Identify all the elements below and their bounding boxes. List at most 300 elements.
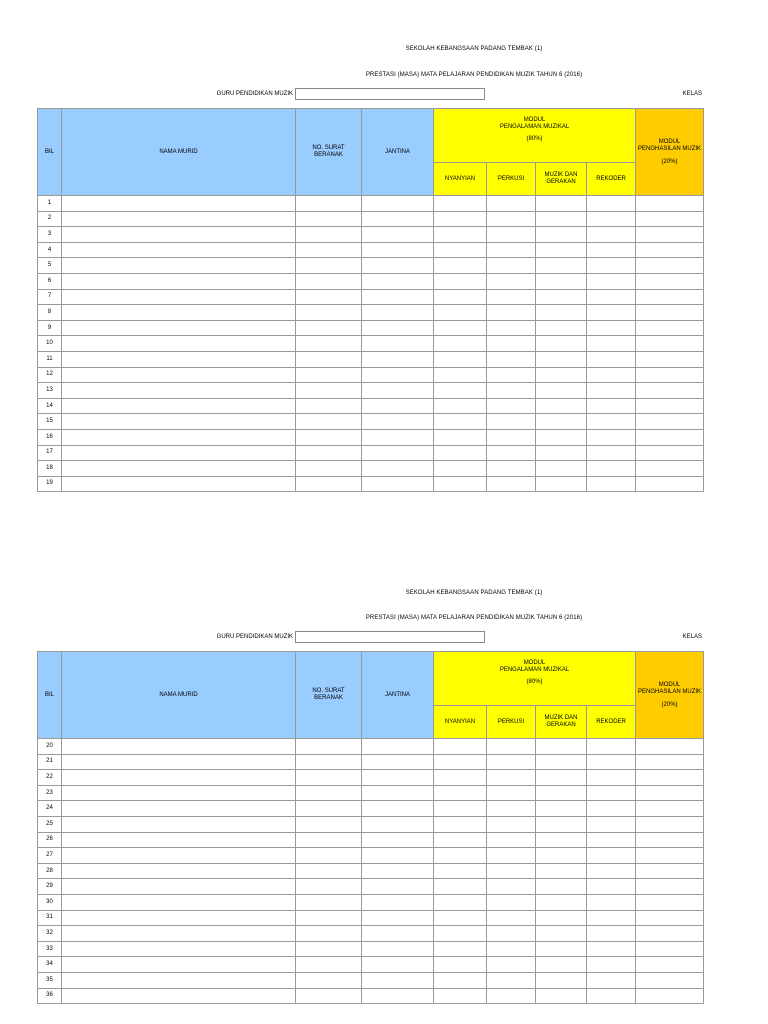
- surat-cell[interactable]: [296, 258, 362, 274]
- perkusi-cell[interactable]: [487, 414, 536, 430]
- nyanyian-cell[interactable]: [434, 754, 487, 770]
- jantina-cell[interactable]: [362, 739, 434, 755]
- surat-cell[interactable]: [296, 879, 362, 895]
- perkusi-cell[interactable]: [487, 383, 536, 399]
- nyanyian-cell[interactable]: [434, 289, 487, 305]
- gerakan-cell[interactable]: [536, 351, 587, 367]
- surat-cell[interactable]: [296, 351, 362, 367]
- surat-cell[interactable]: [296, 305, 362, 321]
- penghasilan-cell[interactable]: [636, 785, 704, 801]
- rekoder-cell[interactable]: [587, 848, 636, 864]
- nama-cell[interactable]: [62, 832, 296, 848]
- perkusi-cell[interactable]: [487, 785, 536, 801]
- perkusi-cell[interactable]: [487, 894, 536, 910]
- rekoder-cell[interactable]: [587, 320, 636, 336]
- penghasilan-cell[interactable]: [636, 461, 704, 477]
- penghasilan-cell[interactable]: [636, 351, 704, 367]
- perkusi-cell[interactable]: [487, 816, 536, 832]
- nyanyian-cell[interactable]: [434, 785, 487, 801]
- gerakan-cell[interactable]: [536, 242, 587, 258]
- penghasilan-cell[interactable]: [636, 816, 704, 832]
- nyanyian-cell[interactable]: [434, 227, 487, 243]
- penghasilan-cell[interactable]: [636, 957, 704, 973]
- gerakan-cell[interactable]: [536, 383, 587, 399]
- nama-cell[interactable]: [62, 848, 296, 864]
- nyanyian-cell[interactable]: [434, 941, 487, 957]
- nyanyian-cell[interactable]: [434, 242, 487, 258]
- bil-cell: 19: [38, 476, 62, 492]
- nama-cell[interactable]: [62, 289, 296, 305]
- surat-cell[interactable]: [296, 941, 362, 957]
- gerakan-cell[interactable]: [536, 305, 587, 321]
- table-row: [38, 785, 704, 801]
- jantina-cell[interactable]: [362, 863, 434, 879]
- gerakan-cell[interactable]: [536, 461, 587, 477]
- rekoder-cell[interactable]: [587, 972, 636, 988]
- gerakan-cell[interactable]: [536, 785, 587, 801]
- penghasilan-cell[interactable]: [636, 383, 704, 399]
- nama-cell[interactable]: [62, 211, 296, 227]
- jantina-cell[interactable]: [362, 926, 434, 942]
- nama-cell[interactable]: [62, 196, 296, 212]
- rekoder-cell[interactable]: [587, 258, 636, 274]
- nyanyian-cell[interactable]: [434, 863, 487, 879]
- perkusi-cell[interactable]: [487, 445, 536, 461]
- penghasilan-cell[interactable]: [636, 336, 704, 352]
- perkusi-cell[interactable]: [487, 305, 536, 321]
- rekoder-cell[interactable]: [587, 351, 636, 367]
- penghasilan-cell[interactable]: [636, 445, 704, 461]
- nama-cell[interactable]: [62, 801, 296, 817]
- perkusi-cell[interactable]: [487, 336, 536, 352]
- penghasilan-cell[interactable]: [636, 988, 704, 1004]
- rekoder-cell[interactable]: [587, 754, 636, 770]
- jantina-cell[interactable]: [362, 476, 434, 492]
- surat-cell[interactable]: [296, 785, 362, 801]
- gerakan-cell[interactable]: [536, 957, 587, 973]
- jantina-cell[interactable]: [362, 910, 434, 926]
- nyanyian-cell[interactable]: [434, 351, 487, 367]
- rekoder-cell[interactable]: [587, 398, 636, 414]
- gerakan-cell[interactable]: [536, 429, 587, 445]
- rekoder-cell[interactable]: [587, 429, 636, 445]
- surat-cell[interactable]: [296, 801, 362, 817]
- nama-cell[interactable]: [62, 336, 296, 352]
- nyanyian-cell[interactable]: [434, 461, 487, 477]
- rekoder-cell[interactable]: [587, 785, 636, 801]
- nama-cell[interactable]: [62, 227, 296, 243]
- gerakan-cell[interactable]: [536, 739, 587, 755]
- surat-cell[interactable]: [296, 754, 362, 770]
- gerakan-cell[interactable]: [536, 770, 587, 786]
- gerakan-cell[interactable]: [536, 863, 587, 879]
- jantina-cell[interactable]: [362, 770, 434, 786]
- rekoder-cell[interactable]: [587, 801, 636, 817]
- nama-cell[interactable]: [62, 957, 296, 973]
- rekoder-cell[interactable]: [587, 941, 636, 957]
- nyanyian-cell[interactable]: [434, 336, 487, 352]
- penghasilan-cell[interactable]: [636, 289, 704, 305]
- rekoder-cell[interactable]: [587, 770, 636, 786]
- perkusi-cell[interactable]: [487, 941, 536, 957]
- perkusi-cell[interactable]: [487, 801, 536, 817]
- surat-cell[interactable]: [296, 816, 362, 832]
- nyanyian-cell[interactable]: [434, 770, 487, 786]
- nama-cell[interactable]: [62, 476, 296, 492]
- nyanyian-cell[interactable]: [434, 320, 487, 336]
- nyanyian-cell[interactable]: [434, 429, 487, 445]
- jantina-cell[interactable]: [362, 848, 434, 864]
- jantina-cell[interactable]: [362, 196, 434, 212]
- surat-cell[interactable]: [296, 367, 362, 383]
- penghasilan-cell[interactable]: [636, 320, 704, 336]
- nyanyian-cell[interactable]: [434, 894, 487, 910]
- penghasilan-cell[interactable]: [636, 305, 704, 321]
- teacher-label: GURU PENDIDIKAN MUZIK: [216, 91, 293, 97]
- rekoder-cell[interactable]: [587, 211, 636, 227]
- jantina-cell[interactable]: [362, 785, 434, 801]
- nama-cell[interactable]: [62, 879, 296, 895]
- perkusi-cell[interactable]: [487, 863, 536, 879]
- gerakan-cell[interactable]: [536, 289, 587, 305]
- rekoder-cell[interactable]: [587, 336, 636, 352]
- surat-cell[interactable]: [296, 242, 362, 258]
- gerakan-cell[interactable]: [536, 941, 587, 957]
- bil-cell: 18: [38, 461, 62, 477]
- nyanyian-cell[interactable]: [434, 910, 487, 926]
- rekoder-cell[interactable]: [587, 445, 636, 461]
- rekoder-cell[interactable]: [587, 816, 636, 832]
- gerakan-cell[interactable]: [536, 196, 587, 212]
- nama-cell[interactable]: [62, 941, 296, 957]
- surat-cell[interactable]: [296, 429, 362, 445]
- surat-cell[interactable]: [296, 894, 362, 910]
- teacher-input[interactable]: [295, 88, 485, 100]
- surat-cell[interactable]: [296, 848, 362, 864]
- nama-cell[interactable]: [62, 988, 296, 1004]
- penghasilan-cell[interactable]: [636, 227, 704, 243]
- penghasilan-cell[interactable]: [636, 754, 704, 770]
- nyanyian-cell[interactable]: [434, 988, 487, 1004]
- gerakan-cell[interactable]: [536, 211, 587, 227]
- nama-cell[interactable]: [62, 816, 296, 832]
- penghasilan-cell[interactable]: [636, 242, 704, 258]
- surat-cell[interactable]: [296, 910, 362, 926]
- surat-cell[interactable]: [296, 972, 362, 988]
- gerakan-cell[interactable]: [536, 816, 587, 832]
- surat-cell[interactable]: [296, 445, 362, 461]
- nama-cell[interactable]: [62, 926, 296, 942]
- jantina-cell[interactable]: [362, 367, 434, 383]
- penghasilan-cell[interactable]: [636, 414, 704, 430]
- nyanyian-cell[interactable]: [434, 879, 487, 895]
- rekoder-cell[interactable]: [587, 926, 636, 942]
- gerakan-cell[interactable]: [536, 445, 587, 461]
- nyanyian-cell[interactable]: [434, 211, 487, 227]
- nama-cell[interactable]: [62, 894, 296, 910]
- surat-cell[interactable]: [296, 336, 362, 352]
- nyanyian-cell[interactable]: [434, 832, 487, 848]
- nyanyian-cell[interactable]: [434, 305, 487, 321]
- rekoder-cell[interactable]: [587, 476, 636, 492]
- perkusi-cell[interactable]: [487, 273, 536, 289]
- rekoder-cell[interactable]: [587, 383, 636, 399]
- jantina-cell[interactable]: [362, 754, 434, 770]
- nyanyian-cell[interactable]: [434, 972, 487, 988]
- rekoder-cell[interactable]: [587, 832, 636, 848]
- perkusi-cell[interactable]: [487, 832, 536, 848]
- penghasilan-cell[interactable]: [636, 972, 704, 988]
- perkusi-cell[interactable]: [487, 910, 536, 926]
- nyanyian-cell[interactable]: [434, 926, 487, 942]
- jantina-cell[interactable]: [362, 957, 434, 973]
- surat-cell[interactable]: [296, 461, 362, 477]
- surat-cell[interactable]: [296, 832, 362, 848]
- penghasilan-cell[interactable]: [636, 770, 704, 786]
- surat-cell[interactable]: [296, 227, 362, 243]
- nyanyian-cell[interactable]: [434, 414, 487, 430]
- penghasilan-cell[interactable]: [636, 801, 704, 817]
- jantina-cell[interactable]: [362, 289, 434, 305]
- perkusi-cell[interactable]: [487, 320, 536, 336]
- nama-cell[interactable]: [62, 910, 296, 926]
- surat-cell[interactable]: [296, 770, 362, 786]
- perkusi-cell[interactable]: [487, 351, 536, 367]
- rekoder-cell[interactable]: [587, 242, 636, 258]
- nama-cell[interactable]: [62, 305, 296, 321]
- jantina-cell[interactable]: [362, 941, 434, 957]
- gerakan-cell[interactable]: [536, 972, 587, 988]
- nama-cell[interactable]: [62, 461, 296, 477]
- jantina-cell[interactable]: [362, 336, 434, 352]
- jantina-cell[interactable]: [362, 242, 434, 258]
- jantina-cell[interactable]: [362, 816, 434, 832]
- jantina-cell[interactable]: [362, 398, 434, 414]
- surat-cell[interactable]: [296, 398, 362, 414]
- nama-cell[interactable]: [62, 972, 296, 988]
- jantina-cell[interactable]: [362, 988, 434, 1004]
- gerakan-cell[interactable]: [536, 926, 587, 942]
- surat-cell[interactable]: [296, 863, 362, 879]
- jantina-cell[interactable]: [362, 429, 434, 445]
- jantina-cell[interactable]: [362, 461, 434, 477]
- nama-cell[interactable]: [62, 258, 296, 274]
- perkusi-cell[interactable]: [487, 879, 536, 895]
- penghasilan-cell[interactable]: [636, 273, 704, 289]
- surat-cell[interactable]: [296, 414, 362, 430]
- perkusi-cell[interactable]: [487, 739, 536, 755]
- rekoder-cell[interactable]: [587, 957, 636, 973]
- perkusi-cell[interactable]: [487, 227, 536, 243]
- gerakan-cell[interactable]: [536, 848, 587, 864]
- surat-cell[interactable]: [296, 289, 362, 305]
- nyanyian-cell[interactable]: [434, 383, 487, 399]
- jantina-cell[interactable]: [362, 383, 434, 399]
- rekoder-cell[interactable]: [587, 289, 636, 305]
- table-row: [38, 848, 704, 864]
- nyanyian-cell[interactable]: [434, 258, 487, 274]
- nama-cell[interactable]: [62, 398, 296, 414]
- perkusi-cell[interactable]: [487, 770, 536, 786]
- gerakan-cell[interactable]: [536, 258, 587, 274]
- gerakan-cell[interactable]: [536, 801, 587, 817]
- rekoder-cell[interactable]: [587, 863, 636, 879]
- rekoder-cell[interactable]: [587, 461, 636, 477]
- gerakan-cell[interactable]: [536, 273, 587, 289]
- perkusi-cell[interactable]: [487, 848, 536, 864]
- nama-cell[interactable]: [62, 383, 296, 399]
- perkusi-cell[interactable]: [487, 476, 536, 492]
- nyanyian-cell[interactable]: [434, 801, 487, 817]
- gerakan-cell[interactable]: [536, 754, 587, 770]
- nama-cell[interactable]: [62, 739, 296, 755]
- perkusi-cell[interactable]: [487, 258, 536, 274]
- penghasilan-cell[interactable]: [636, 848, 704, 864]
- perkusi-cell[interactable]: [487, 398, 536, 414]
- jantina-cell[interactable]: [362, 227, 434, 243]
- modul2-line1: MODUL: [658, 681, 681, 688]
- table-row: [38, 476, 704, 492]
- rekoder-cell[interactable]: [587, 414, 636, 430]
- nama-cell[interactable]: [62, 351, 296, 367]
- gerakan-cell[interactable]: [536, 414, 587, 430]
- nyanyian-cell[interactable]: [434, 367, 487, 383]
- rekoder-cell[interactable]: [587, 894, 636, 910]
- perkusi-cell[interactable]: [487, 957, 536, 973]
- penghasilan-cell[interactable]: [636, 863, 704, 879]
- nyanyian-cell[interactable]: [434, 273, 487, 289]
- nama-cell[interactable]: [62, 429, 296, 445]
- jantina-cell[interactable]: [362, 211, 434, 227]
- penghasilan-cell[interactable]: [636, 476, 704, 492]
- jantina-cell[interactable]: [362, 879, 434, 895]
- nyanyian-cell[interactable]: [434, 196, 487, 212]
- perkusi-cell[interactable]: [487, 289, 536, 305]
- perkusi-cell[interactable]: [487, 242, 536, 258]
- gerakan-cell[interactable]: [536, 832, 587, 848]
- gerakan-cell[interactable]: [536, 320, 587, 336]
- rekoder-cell[interactable]: [587, 879, 636, 895]
- penghasilan-cell[interactable]: [636, 739, 704, 755]
- nyanyian-cell[interactable]: [434, 816, 487, 832]
- penghasilan-cell[interactable]: [636, 926, 704, 942]
- jantina-cell[interactable]: [362, 273, 434, 289]
- jantina-cell[interactable]: [362, 972, 434, 988]
- rekoder-cell[interactable]: [587, 739, 636, 755]
- surat-cell[interactable]: [296, 196, 362, 212]
- surat-cell[interactable]: [296, 383, 362, 399]
- jantina-cell[interactable]: [362, 801, 434, 817]
- jantina-cell[interactable]: [362, 894, 434, 910]
- nama-cell[interactable]: [62, 320, 296, 336]
- gerakan-cell[interactable]: [536, 988, 587, 1004]
- perkusi-cell[interactable]: [487, 461, 536, 477]
- surat-cell[interactable]: [296, 957, 362, 973]
- perkusi-cell[interactable]: [487, 972, 536, 988]
- nyanyian-cell[interactable]: [434, 398, 487, 414]
- gerakan-cell[interactable]: [536, 367, 587, 383]
- nyanyian-cell[interactable]: [434, 848, 487, 864]
- perkusi-cell[interactable]: [487, 926, 536, 942]
- nama-cell[interactable]: [62, 445, 296, 461]
- jantina-cell[interactable]: [362, 414, 434, 430]
- col-no-surat-beranak: [296, 652, 362, 739]
- bil-cell: 4: [38, 242, 62, 258]
- penghasilan-cell[interactable]: [636, 941, 704, 957]
- jantina-cell[interactable]: [362, 320, 434, 336]
- surat-cell[interactable]: [296, 739, 362, 755]
- gerakan-cell[interactable]: [536, 879, 587, 895]
- penghasilan-cell[interactable]: [636, 429, 704, 445]
- nyanyian-cell[interactable]: [434, 476, 487, 492]
- surat-cell[interactable]: [296, 211, 362, 227]
- gerakan-cell[interactable]: [536, 398, 587, 414]
- surat-cell[interactable]: [296, 476, 362, 492]
- nyanyian-cell[interactable]: [434, 739, 487, 755]
- rekoder-cell[interactable]: [587, 227, 636, 243]
- nyanyian-cell[interactable]: [434, 445, 487, 461]
- jantina-cell[interactable]: [362, 445, 434, 461]
- jantina-cell[interactable]: [362, 258, 434, 274]
- rekoder-cell[interactable]: [587, 305, 636, 321]
- penghasilan-cell[interactable]: [636, 196, 704, 212]
- penghasilan-cell[interactable]: [636, 367, 704, 383]
- jantina-cell[interactable]: [362, 305, 434, 321]
- jantina-cell[interactable]: [362, 351, 434, 367]
- penghasilan-cell[interactable]: [636, 211, 704, 227]
- nyanyian-cell[interactable]: [434, 957, 487, 973]
- nama-cell[interactable]: [62, 785, 296, 801]
- perkusi-cell[interactable]: [487, 754, 536, 770]
- nama-cell[interactable]: [62, 754, 296, 770]
- nama-cell[interactable]: [62, 242, 296, 258]
- perkusi-cell[interactable]: [487, 196, 536, 212]
- penghasilan-cell[interactable]: [636, 258, 704, 274]
- teacher-input[interactable]: [295, 631, 485, 643]
- perkusi-cell[interactable]: [487, 367, 536, 383]
- penghasilan-cell[interactable]: [636, 832, 704, 848]
- nama-cell[interactable]: [62, 770, 296, 786]
- rekoder-cell[interactable]: [587, 988, 636, 1004]
- gerakan-cell[interactable]: [536, 227, 587, 243]
- penghasilan-cell[interactable]: [636, 894, 704, 910]
- surat-cell[interactable]: [296, 273, 362, 289]
- perkusi-cell[interactable]: [487, 429, 536, 445]
- perkusi-cell[interactable]: [487, 211, 536, 227]
- penghasilan-cell[interactable]: [636, 398, 704, 414]
- surat-cell[interactable]: [296, 320, 362, 336]
- gerakan-cell[interactable]: [536, 476, 587, 492]
- nama-cell[interactable]: [62, 414, 296, 430]
- surat-cell[interactable]: [296, 926, 362, 942]
- gerakan-cell[interactable]: [536, 894, 587, 910]
- jantina-cell[interactable]: [362, 832, 434, 848]
- nama-cell[interactable]: [62, 863, 296, 879]
- surat-cell[interactable]: [296, 988, 362, 1004]
- perkusi-cell[interactable]: [487, 988, 536, 1004]
- rekoder-cell[interactable]: [587, 196, 636, 212]
- rekoder-cell[interactable]: [587, 910, 636, 926]
- penghasilan-cell[interactable]: [636, 879, 704, 895]
- nama-cell[interactable]: [62, 367, 296, 383]
- rekoder-cell[interactable]: [587, 367, 636, 383]
- penghasilan-cell[interactable]: [636, 910, 704, 926]
- gerakan-cell[interactable]: [536, 336, 587, 352]
- modul2-line2: PENGHASILAN MUZIK: [638, 688, 702, 695]
- rekoder-cell[interactable]: [587, 273, 636, 289]
- nama-cell[interactable]: [62, 273, 296, 289]
- gerakan-cell[interactable]: [536, 910, 587, 926]
